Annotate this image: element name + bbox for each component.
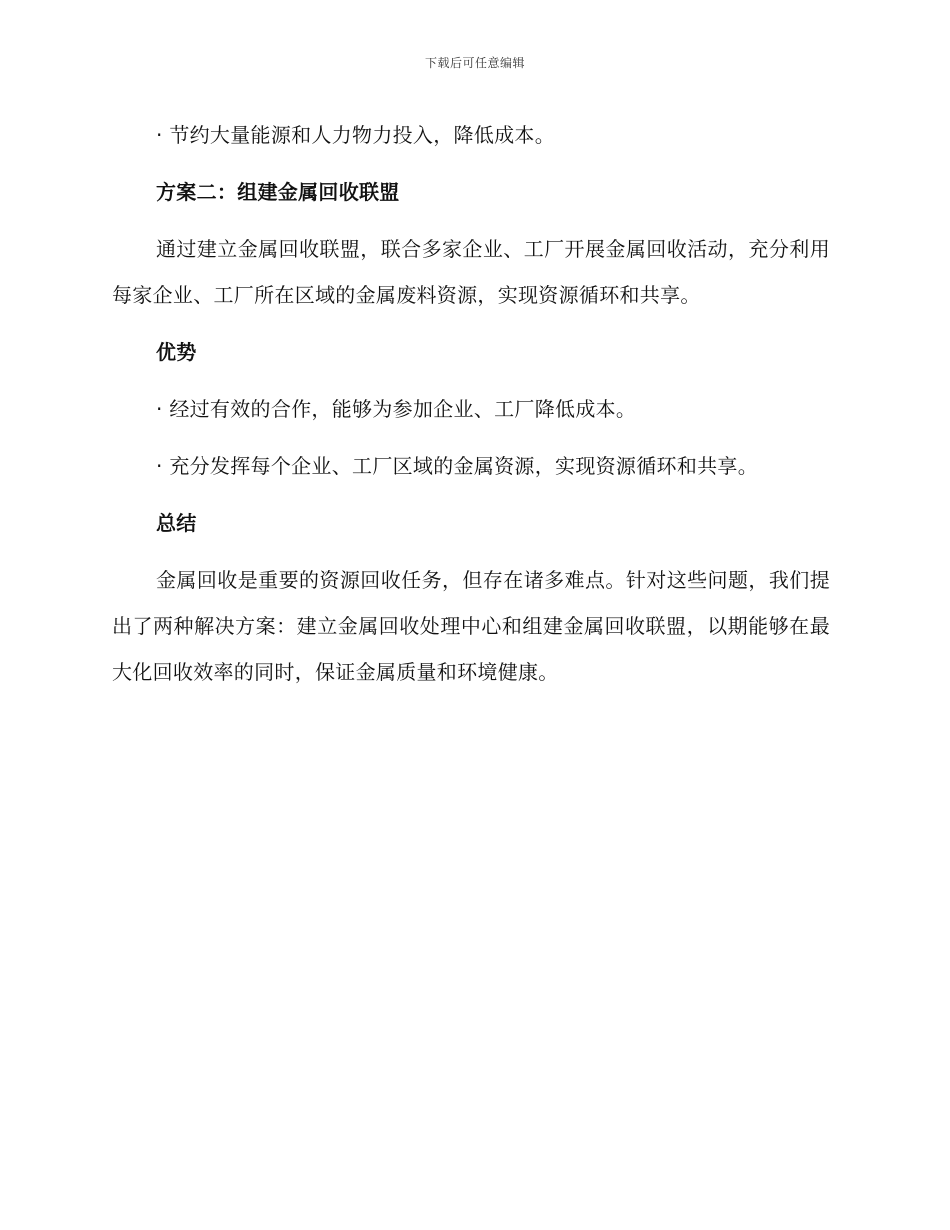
heading-plan-two: 方案二：组建金属回收联盟 xyxy=(156,180,400,204)
bullet-reduce-cost: · 经过有效的合作，能够为参加企业、工厂降低成本。 xyxy=(156,397,637,421)
paragraph-summary: 金属回收是重要的资源回收任务，但存在诸多难点。针对这些问题，我们提出了两种解决方案：建立金属回收处理中心和组建金属回收联盟，以期能够在最大化回收效率的同时，保证金属质量和环境健康。 xyxy=(112,568,830,684)
heading-summary: 总结 xyxy=(156,511,197,535)
header-note: 下载后可任意编辑 xyxy=(424,56,525,70)
bullet-resource-sharing: · 充分发挥每个企业、工厂区域的金属资源，实现资源循环和共享。 xyxy=(156,454,759,478)
paragraph-plan-two: 通过建立金属回收联盟，联合多家企业、工厂开展金属回收活动，充分利用每家企业、工厂所在区域的金属废料资源，实现资源循环和共享。 xyxy=(112,237,830,307)
document-body xyxy=(112,112,830,706)
heading-advantages: 优势 xyxy=(156,340,197,364)
bullet-save-energy: · 节约大量能源和人力物力投入，降低成本。 xyxy=(156,123,556,147)
